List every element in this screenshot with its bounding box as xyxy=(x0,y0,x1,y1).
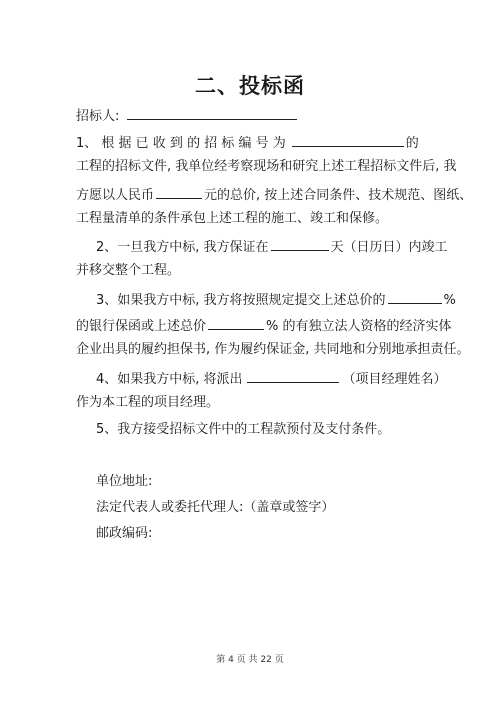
p2-text-b: 天（日历日）内竣工 xyxy=(330,240,448,255)
p3-text-a: 3、如果我方中标, 我方将按照规定提交上述总价的 xyxy=(96,293,386,308)
p3-line3-text: 企业出具的履约担保书, 作为履约保证金, 共同地和分别地承担责任。 xyxy=(76,342,470,357)
price-blank[interactable] xyxy=(156,185,202,199)
recipient-blank[interactable] xyxy=(127,106,297,120)
tender-number-blank[interactable] xyxy=(292,133,404,147)
paragraph-2-line-1 xyxy=(96,237,448,256)
paragraph-4-line-2 xyxy=(76,395,219,411)
p4-text-a: 4、如果我方中标, 将派出 xyxy=(96,372,243,387)
p3-line2-text-a: 的银行保函或上述总价 xyxy=(76,319,207,334)
paragraph-1-line-2 xyxy=(76,159,457,175)
p4-line2-text: 作为本工程的项目经理。 xyxy=(76,395,220,410)
paragraph-2-line-2 xyxy=(76,263,180,279)
p5-text: 5、我方接受招标文件中的工程款预付及支付条件。 xyxy=(96,422,391,437)
guarantee-percent-blank[interactable] xyxy=(388,290,442,304)
page-footer: 第 4 页 共 22 页 xyxy=(216,655,284,665)
p2-line2-text: 并移交整个工程。 xyxy=(76,263,181,278)
paragraph-4-line-1 xyxy=(96,369,447,388)
recipient-label: 招标人: xyxy=(76,109,120,124)
paragraph-1-line-4 xyxy=(76,211,388,227)
p1-text-b: 的 xyxy=(405,136,419,151)
p1-line2-text: 工程的招标文件, 我单位经考察现场和研究上述工程招标文件后, 我 xyxy=(76,159,457,174)
manager-name-blank[interactable] xyxy=(247,369,339,383)
paragraph-3-line-1 xyxy=(96,290,456,309)
page-title: 二、投标函 xyxy=(195,74,305,98)
p1-text-a: 1、 根 据 已 收 到 的 招 标 编 号 为 xyxy=(76,136,286,151)
p4-text-b: （项目经理姓名） xyxy=(342,372,447,387)
paragraph-3-line-2 xyxy=(76,316,452,335)
p1-line3-text-b: 元的总价, 按上述合同条件、技术规范、图纸、 xyxy=(204,188,473,203)
p1-line3-text-a: 方愿以人民币 xyxy=(76,188,155,203)
address-label: 单位地址: xyxy=(96,474,153,489)
p2-text-a: 2、一旦我方中标, 我方保证在 xyxy=(96,240,269,255)
recipient-line xyxy=(76,106,297,125)
paragraph-3-line-3 xyxy=(76,342,470,358)
postcode-label: 邮政编码: xyxy=(96,526,153,541)
p3-text-b: % xyxy=(443,293,456,308)
representative-label: 法定代表人或委托代理人:（盖章或签字） xyxy=(96,500,335,515)
paragraph-5 xyxy=(96,422,390,438)
paragraph-1-line-1 xyxy=(76,133,419,152)
bond-percent-blank[interactable] xyxy=(208,316,264,330)
paragraph-1-line-3 xyxy=(76,185,472,204)
p1-line4-text: 工程量清单的条件承包上述工程的施工、竣工和保修。 xyxy=(76,211,389,226)
p3-line2-text-b: % 的有独立法人资格的经济实体 xyxy=(266,319,452,334)
days-blank[interactable] xyxy=(271,237,329,251)
